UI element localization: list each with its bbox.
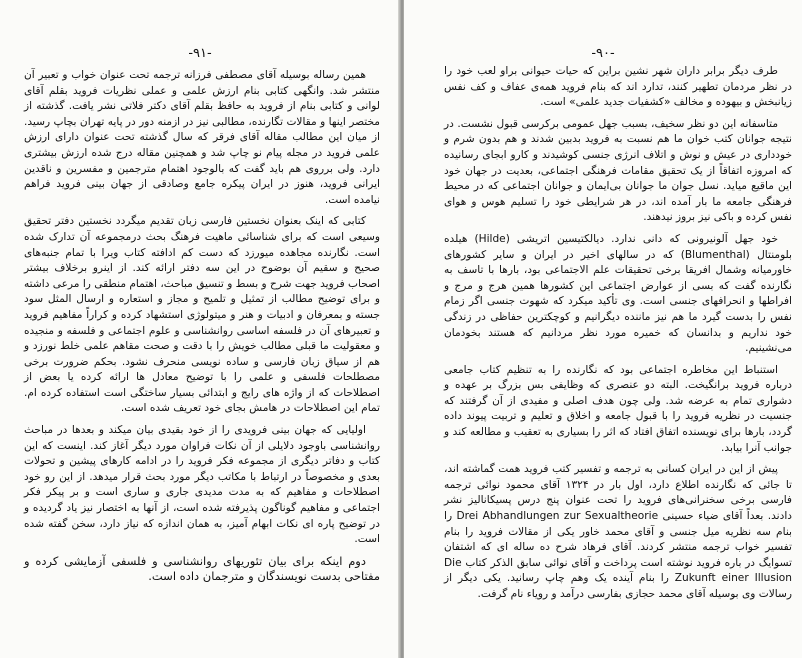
left-paragraph-3: اولیایی که جهان بینی فرویدی را از خود بقیدی بیان میکند و بعدها در مباحث روانشناسی باوجود دلایلی از آن نکات فراوان مورد دیگر آغاز کند. اینست که این کتاب و دفاتر دیگری از مجموعه فکر فروید را در ادامه کارهای پیشین و تحولات بعدی و مخصوصاً در ارتباط با مکاتب دیگر مورد بحث قرار میدهد. از این رو خود اصطلاحات و مفاهیم که به مدت مدیدی جاری و ساری است و بر پیکر فکر اجتماعی و مفاهیم گوناگون پذیرفته شده است، از آنها به اختصار نیز یاد گردیده و در توضیح پاره ای نکات ابهام آمیز، به همان اندازه که نیاز دارد، سخن گفته شده است.	[24, 424, 380, 546]
right-paragraph-2: متاسفانه این دو نظر سخیف، بسبب جهل عمومی برکرسی قبول نشست. در نتیجه جوانان کتب خوان ما هم نسبت به فروید بدبین شدند و هم بدون شرم و خودداری در عیش و نوش و اتلاف انرژی جنسی کوشیدند و کارو ابجای رسانیده که امروزه اتفاقاً از یک تحقیق مقامات فرهنگی اجتماعی، بعدیت در جهان خود این ماقیع میاید. نسل جوان ما جوانان بی‌ایمان و جوانان اجتماعی که در محیط فرهنگی جامعه ما بار آمده اند، در هر شرایطی خود را تسلیم هوس و هوای نفس کرده و باکی نیز بروز نیدهند.	[444, 117, 792, 224]
right-paragraph-4: استنباط این مخاطره اجتماعی بود که نگارنده را به تنظیم کتاب جامعی درباره فروید برانگیخت. البته دو عنصری که وظایفی بس بزرگ بر عهده و دشواری تمام به عرضه شد. ولی چون هدف اصلی و مفیدی از آن گرفتند که جنسیت در نظریه فروید را با قبول جامعه و اخلاق و تعلیم و تربیت پیوند داده گردد، بارها برای نویسنده اتفاق افتاد که اثر را بسیاری به تعقیب و مطالعه کند و جوانب آنرا بیابد.	[444, 363, 792, 454]
left-paragraph-2: کتابی که اینک بعنوان نخستین فارسی زبان تقدیم میگردد نخستین دفتر تحقیق وسیعی است که برای شناسائی ماهیت فرهنگ بحث درمجموعه آن تدارک شده است. نگارنده مجاهده میورزد که دست کم ادافته کتاب ویرا با تمام جنبه‌های صحیح و سقیم آن بوضوح در این سه دفتر ارائه کند. از اینرو برخلاف بیشتر اصحاب فروید جهت شرح و بسط و تنسیق مباحث، اهتمام منطقی را مرعی داشته و برای توضیح مطالب از تمثیل و تلمیح و مجاز و استعاره و ارسال المثل سود جسته و بمعرفان و ادبیات و هنر و میتولوژی استشهاد کرده و کراراً مفاهیم فروید و تعبیرهای آن در فلسفه اساسی روانشناسی و علوم اجتماعی و فلسفه و منجیده و معقولیت ما قبلی مطالب خویش را با دقت و صحت مقاهم علمی خلط نورزد و هم از سیاق زبان فارسی و ساده نویسی منحرف نشود. بحکم ضرورت برخی مصطلحات فلسفی و علمی را با توضیح معادل ها ارائه کرده یا بعض از اصطلاحات که از واژه های رایج و ابتدائی بسیار ساختگی است استفاده کرده ام. تمام این اصطلاحات در هامش بجای خود تعریف شده است.	[24, 215, 380, 415]
right-page	[404, 0, 802, 658]
left-page-text	[24, 68, 380, 591]
right-paragraph-3: خود جهل آلونیرونی که دانی ندارد. دیالکتیسین اتریشی (Hilde) هیلده بلومنتال (Blumenthal) که در سالهای اخیر در ایران و سایر کشورهای خاورمیانه وشمال افریقا برخی تحقیقات علم الاجتماعی بود، بارها با تاسف به نگارنده گفت که بسی از عوارض اجتماعی این کشورها همین هرج و مرج و افراطها و انحرافهای جنسی است. وی تأکید میکرد که شهوت جنسی اگر زمام نفس را بدست گیرد ما هم نیز ماننده دیگرانیم و کوچکترین حفاظی در زندگی خود نداریم و بدانسان که خمیره مورد نظر مردانیم که هستند بخودمان می‌نشینیم.	[444, 232, 792, 355]
right-page-text	[444, 64, 792, 609]
left-paragraph-4: دوم اینکه برای بیان تئوریهای روانشناسی و فلسفی آزمایشی کرده و مفتاحی بدست نویسندگان و مترجمان داده است.	[24, 553, 380, 584]
right-paragraph-1: طرف دیگر برابر داران شهر نشین براین که حیات حیوانی براو لعب خود را در نظر مردمان تطهیر کنند، تدارد اند که بنام فروید همه‌ی عفاف و کف نفس زیانبخش و بیهوده و مخالف «کشفیات جدید علمی» است.	[444, 65, 792, 109]
left-page	[0, 0, 400, 658]
left-paragraph-1: همین رساله بوسیله آقای مصطفی فرزانه ترجمه تحت عنوان خواب و تعبیر آن منتشر شد. وانگهی کتابی بنام ارزش علمی و عملی نظریات فروید بقلم آقای لوانی و کتابی بنام از فروید به حافظ بقلم آقای دکتر فلاتی نشر یافت. گذشته از مختصر اینها و مقالات تگارنده، مطالبی نیز در ازمنه دور در پایه تهران بچاپ رسید. از میان این مطالب مقاله آقای فرقر که سال گذشته تحت عنوان دارای ارزش علمی فروید در مجله پیام نو چاپ شد و همچنین مقاله درج شده ارزش بیشتری دارد. ولی برروی هم باید گفت که بالوجود اهتمام مترجمین و مفسرین و ناقدین ایرانی فروید، هنوز در ایران پیکره جامع وصادقی از جهان بینی فروید فراهم نیامده است.	[24, 69, 380, 206]
left-page-number: -۹۱-	[188, 46, 212, 61]
right-paragraph-5: پیش از این در ایران کسانی به ترجمه و تفسیر کتب فروید همت گماشته اند، تا جائی که نگارنده اطلاع دارد، اول بار در ۱۳۲۴ آقای محمود نوائی ترجمه فارسی برخی سخنرانی‌های فروید را تحت عنوان پنج درس پسیکانالیز نشر دادند. بعداً آقای ضیاء حسینی Drei Abhandlungen zur Sexualtheorie را بنام سه نظریه میل جنسی و آقای محمد خاور یکی از مقالات فروید را بنام تفسیر خواب ترجمه منتشر کردند. آقای فرهاد شرح ده ساله ای که اشتفان تسوایگ در باره فروید نوشته است پرداخت و آقای نوائی سابق الذکر کتاب Die Zukunft einer Illusion را بنام آینده یک وهم چاپ رسانید. یکی دیگر از رسالات وی بوسیله آقای محمد حجازی بفارسی درآمد و رویاء نام گرفت.	[444, 463, 792, 600]
right-page-number: -۹۰-	[591, 46, 615, 61]
